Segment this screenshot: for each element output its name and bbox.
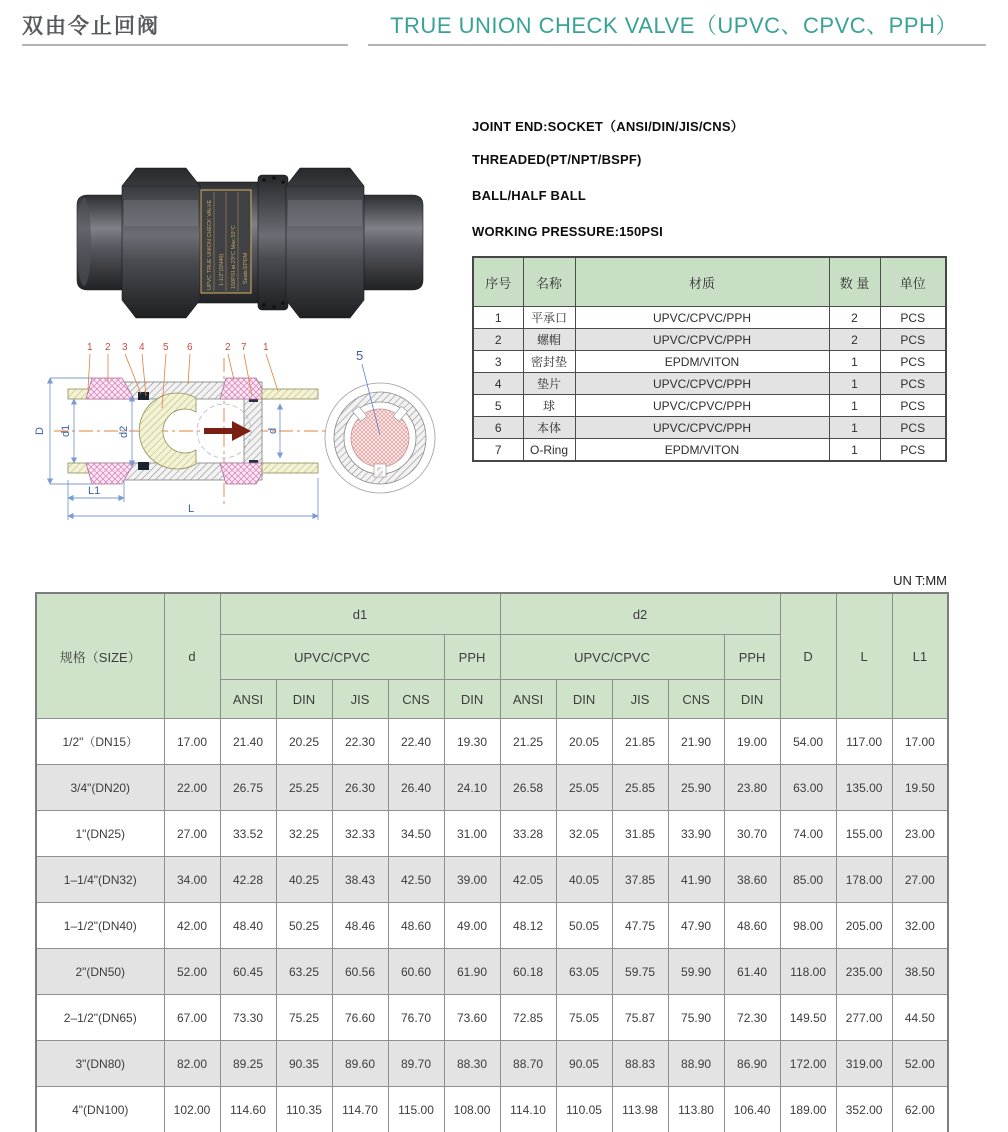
cell: 50.05 (556, 903, 612, 949)
cell: 1 (829, 351, 880, 373)
cell: 2 (829, 307, 880, 329)
valve-photo-graphic (77, 168, 423, 318)
col-header-d: d (164, 593, 220, 719)
cell: 48.60 (388, 903, 444, 949)
cell: 52.00 (164, 949, 220, 995)
cell: 1 (829, 439, 880, 462)
cell: PCS (880, 329, 946, 351)
cell: 26.75 (220, 765, 276, 811)
cell: 52.00 (892, 1041, 948, 1087)
cell: 110.35 (276, 1087, 332, 1132)
cell: 7 (473, 439, 523, 462)
cell: 垫片 (523, 373, 575, 395)
dim-label-d: d (267, 427, 279, 434)
cell: 118.00 (780, 949, 836, 995)
cell: 49.00 (444, 903, 500, 949)
cell: 62.00 (892, 1087, 948, 1132)
cell: O-Ring (523, 439, 575, 462)
dim-row (36, 857, 948, 903)
technical-drawing (28, 338, 458, 533)
cell: 106.40 (724, 1087, 780, 1132)
cell: 21.85 (612, 719, 668, 765)
std-header: JIS (612, 680, 668, 719)
cell: 75.87 (612, 995, 668, 1041)
parts-row (473, 395, 946, 417)
cell: 98.00 (780, 903, 836, 949)
parts-col-name: 名称 (523, 257, 575, 307)
cell: 72.85 (500, 995, 556, 1041)
size-cell: 1/2"（DN15） (36, 719, 164, 765)
cell: 37.85 (612, 857, 668, 903)
col-header-L: L (836, 593, 892, 719)
callout: 2 (105, 342, 111, 353)
cell: EPDM/VITON (575, 351, 829, 373)
cell: 277.00 (836, 995, 892, 1041)
col-header-d2: d2 (500, 593, 780, 635)
col-header-size: 规格（SIZE） (36, 593, 164, 719)
cell: PCS (880, 439, 946, 462)
cell: 60.60 (388, 949, 444, 995)
cell: 2 (829, 329, 880, 351)
dim-label-D: D (34, 427, 46, 435)
cell: 平承口 (523, 307, 575, 329)
title-underline-right (368, 44, 986, 46)
cell: 21.25 (500, 719, 556, 765)
cell: 19.00 (724, 719, 780, 765)
parts-row (473, 307, 946, 329)
cell: 38.50 (892, 949, 948, 995)
dim-row (36, 1041, 948, 1087)
cell: 108.00 (444, 1087, 500, 1132)
cell: 113.98 (612, 1087, 668, 1132)
parts-row (473, 373, 946, 395)
cell: 88.30 (444, 1041, 500, 1087)
cell: 球 (523, 395, 575, 417)
size-cell: 1–1/2"(DN40) (36, 903, 164, 949)
cell: 32.05 (556, 811, 612, 857)
col-header-d1: d1 (220, 593, 500, 635)
dim-row (36, 903, 948, 949)
col-header-D: D (780, 593, 836, 719)
callout: 3 (122, 342, 128, 353)
cell: 63.00 (780, 765, 836, 811)
dim-label-d2: d2 (118, 425, 130, 438)
cell: 32.33 (332, 811, 388, 857)
cell: 25.85 (612, 765, 668, 811)
size-cell: 3"(DN80) (36, 1041, 164, 1087)
cell: 41.90 (668, 857, 724, 903)
cell: 42.50 (388, 857, 444, 903)
cell: 76.60 (332, 995, 388, 1041)
cell: 39.00 (444, 857, 500, 903)
callout: 7 (241, 342, 247, 353)
cell: 73.60 (444, 995, 500, 1041)
cell: PCS (880, 351, 946, 373)
cell: 178.00 (836, 857, 892, 903)
dim-row (36, 995, 948, 1041)
std-header: DIN (444, 680, 500, 719)
callout: 1 (87, 342, 93, 353)
page-title-english: TRUE UNION CHECK VALVE（UPVC、CPVC、PPH） (390, 13, 958, 38)
parts-col-no: 序号 (473, 257, 523, 307)
parts-row (473, 439, 946, 462)
cell: 60.56 (332, 949, 388, 995)
cell: 90.35 (276, 1041, 332, 1087)
unit-note: UN T:MM (893, 573, 947, 588)
cell: 44.50 (892, 995, 948, 1041)
cell: 60.18 (500, 949, 556, 995)
cell: 60.45 (220, 949, 276, 995)
cell: 20.25 (276, 719, 332, 765)
cell: 319.00 (836, 1041, 892, 1087)
cell: 5 (473, 395, 523, 417)
dim-row (36, 1087, 948, 1132)
cell: 40.05 (556, 857, 612, 903)
ball-detail-view (325, 348, 435, 493)
cell: PCS (880, 307, 946, 329)
std-header: ANSI (500, 680, 556, 719)
parts-row (473, 351, 946, 373)
callout: 5 (163, 342, 169, 353)
callout: 4 (139, 342, 145, 353)
spec-line: WORKING PRESSURE:150PSI (472, 224, 663, 239)
cell: 本体 (523, 417, 575, 439)
cell: 75.05 (556, 995, 612, 1041)
cross-section-view (54, 358, 330, 506)
cell: 31.85 (612, 811, 668, 857)
cell: UPVC/CPVC/PPH (575, 373, 829, 395)
cell: 114.70 (332, 1087, 388, 1132)
dimensions-table (35, 592, 949, 1132)
std-header: DIN (276, 680, 332, 719)
cell: 205.00 (836, 903, 892, 949)
cell: 26.30 (332, 765, 388, 811)
cell: EPDM/VITON (575, 439, 829, 462)
cell: 1 (829, 395, 880, 417)
cell: 89.70 (388, 1041, 444, 1087)
photo-label-line: 150PSI at 23°C Max.55°C (231, 225, 237, 289)
cell: 76.70 (388, 995, 444, 1041)
cell: 74.00 (780, 811, 836, 857)
spec-line: JOINT END:SOCKET（ANSI/DIN/JIS/CNS） (472, 119, 744, 134)
cell: 32.25 (276, 811, 332, 857)
cell: 149.50 (780, 995, 836, 1041)
spec-line: THREADED(PT/NPT/BSPF) (472, 152, 642, 167)
spec-line: BALL/HALF BALL (472, 188, 586, 203)
parts-row (473, 417, 946, 439)
std-header: CNS (388, 680, 444, 719)
cell: 40.25 (276, 857, 332, 903)
cell: 24.10 (444, 765, 500, 811)
cell: 19.50 (892, 765, 948, 811)
cell: 189.00 (780, 1087, 836, 1132)
cell: 27.00 (892, 857, 948, 903)
cell: 86.90 (724, 1041, 780, 1087)
dim-label-d1: d1 (60, 424, 72, 437)
parts-col-qty: 数 量 (829, 257, 880, 307)
cell: 48.60 (724, 903, 780, 949)
cell: 117.00 (836, 719, 892, 765)
std-header: CNS (668, 680, 724, 719)
dim-label-L1: L1 (88, 485, 101, 497)
cell: 155.00 (836, 811, 892, 857)
cell: UPVC/CPVC/PPH (575, 395, 829, 417)
cell: 38.43 (332, 857, 388, 903)
cell: 102.00 (164, 1087, 220, 1132)
col-header-pph: PPH (724, 635, 780, 680)
cell: 33.28 (500, 811, 556, 857)
cell: 75.90 (668, 995, 724, 1041)
col-header-upvc-cpvc: UPVC/CPVC (220, 635, 444, 680)
photo-label-line: UPVC TRUE UNION CHECK VALVE (207, 199, 213, 290)
cell: 22.00 (164, 765, 220, 811)
cell: 63.25 (276, 949, 332, 995)
std-header: DIN (724, 680, 780, 719)
cell: 17.00 (892, 719, 948, 765)
cell: 3 (473, 351, 523, 373)
cell: 22.40 (388, 719, 444, 765)
cell: 1 (829, 417, 880, 439)
product-photo (50, 100, 450, 340)
col-header-pph: PPH (444, 635, 500, 680)
cell: 42.00 (164, 903, 220, 949)
cell: 61.40 (724, 949, 780, 995)
dim-row (36, 811, 948, 857)
size-cell: 4"(DN100) (36, 1087, 164, 1132)
photo-label-line: Seals:EPDM (243, 252, 249, 284)
cell: 26.58 (500, 765, 556, 811)
callout: 2 (225, 342, 231, 353)
cell: 235.00 (836, 949, 892, 995)
callout: 1 (263, 342, 269, 353)
dim-row (36, 719, 948, 765)
cell: 23.00 (892, 811, 948, 857)
cell: 密封垫 (523, 351, 575, 373)
cell: 26.40 (388, 765, 444, 811)
cell: 54.00 (780, 719, 836, 765)
cell: 34.50 (388, 811, 444, 857)
title-underline-left (22, 44, 348, 46)
size-cell: 3/4"(DN20) (36, 765, 164, 811)
std-header: JIS (332, 680, 388, 719)
parts-header-row (473, 257, 946, 307)
cell: 22.30 (332, 719, 388, 765)
cell: 1 (829, 373, 880, 395)
cell: 38.60 (724, 857, 780, 903)
cell: 螺帽 (523, 329, 575, 351)
parts-col-unit: 单位 (880, 257, 946, 307)
cell: PCS (880, 395, 946, 417)
col-header-L1: L1 (892, 593, 948, 719)
parts-row (473, 329, 946, 351)
std-header: DIN (556, 680, 612, 719)
cell: 89.60 (332, 1041, 388, 1087)
photo-label-line: 1-1/2"(DN40) (219, 253, 225, 286)
cell: 72.30 (724, 995, 780, 1041)
cell: 47.90 (668, 903, 724, 949)
cell: 113.80 (668, 1087, 724, 1132)
dim-header-row1 (36, 593, 948, 635)
cell: 88.70 (500, 1041, 556, 1087)
cell: 75.25 (276, 995, 332, 1041)
cell: 48.46 (332, 903, 388, 949)
cell: 30.70 (724, 811, 780, 857)
cell: 25.05 (556, 765, 612, 811)
cell: 135.00 (836, 765, 892, 811)
cell: 47.75 (612, 903, 668, 949)
cell: 42.05 (500, 857, 556, 903)
cell: 27.00 (164, 811, 220, 857)
cell: 172.00 (780, 1041, 836, 1087)
cell: UPVC/CPVC/PPH (575, 307, 829, 329)
cell: 59.90 (668, 949, 724, 995)
dim-row (36, 765, 948, 811)
size-cell: 2"(DN50) (36, 949, 164, 995)
cell: 352.00 (836, 1087, 892, 1132)
cell: 20.05 (556, 719, 612, 765)
cell: 25.90 (668, 765, 724, 811)
cell: UPVC/CPVC/PPH (575, 417, 829, 439)
cell: 67.00 (164, 995, 220, 1041)
cell: 48.40 (220, 903, 276, 949)
parts-table (472, 256, 947, 462)
col-header-upvc-cpvc: UPVC/CPVC (500, 635, 724, 680)
cell: 63.05 (556, 949, 612, 995)
dim-label-L: L (188, 503, 195, 515)
cell: 17.00 (164, 719, 220, 765)
parts-col-material: 材质 (575, 257, 829, 307)
cell: 48.12 (500, 903, 556, 949)
cell: 90.05 (556, 1041, 612, 1087)
cell: 2 (473, 329, 523, 351)
size-cell: 2–1/2"(DN65) (36, 995, 164, 1041)
cell: 88.90 (668, 1041, 724, 1087)
cell: 19.30 (444, 719, 500, 765)
dim-row (36, 949, 948, 995)
std-header: ANSI (220, 680, 276, 719)
cell: 1 (473, 307, 523, 329)
cell: PCS (880, 373, 946, 395)
callout: 6 (187, 342, 193, 353)
cell: 21.40 (220, 719, 276, 765)
cell: 32.00 (892, 903, 948, 949)
cell: UPVC/CPVC/PPH (575, 329, 829, 351)
cell: 73.30 (220, 995, 276, 1041)
size-cell: 1"(DN25) (36, 811, 164, 857)
cell: 82.00 (164, 1041, 220, 1087)
cell: 25.25 (276, 765, 332, 811)
cell: 85.00 (780, 857, 836, 903)
cell: PCS (880, 417, 946, 439)
cell: 33.52 (220, 811, 276, 857)
cell: 4 (473, 373, 523, 395)
cell: 61.90 (444, 949, 500, 995)
cell: 34.00 (164, 857, 220, 903)
detail-callout: 5 (356, 348, 364, 363)
cell: 21.90 (668, 719, 724, 765)
cell: 110.05 (556, 1087, 612, 1132)
cell: 33.90 (668, 811, 724, 857)
cell: 88.83 (612, 1041, 668, 1087)
cell: 89.25 (220, 1041, 276, 1087)
cell: 115.00 (388, 1087, 444, 1132)
cell: 50.25 (276, 903, 332, 949)
cell: 23.80 (724, 765, 780, 811)
cell: 6 (473, 417, 523, 439)
cell: 42.28 (220, 857, 276, 903)
spec-list (472, 116, 744, 260)
page-title-chinese: 双由令止回阀 (22, 15, 160, 38)
cell: 31.00 (444, 811, 500, 857)
cell: 59.75 (612, 949, 668, 995)
cell: 114.60 (220, 1087, 276, 1132)
cell: 114.10 (500, 1087, 556, 1132)
size-cell: 1–1/4"(DN32) (36, 857, 164, 903)
